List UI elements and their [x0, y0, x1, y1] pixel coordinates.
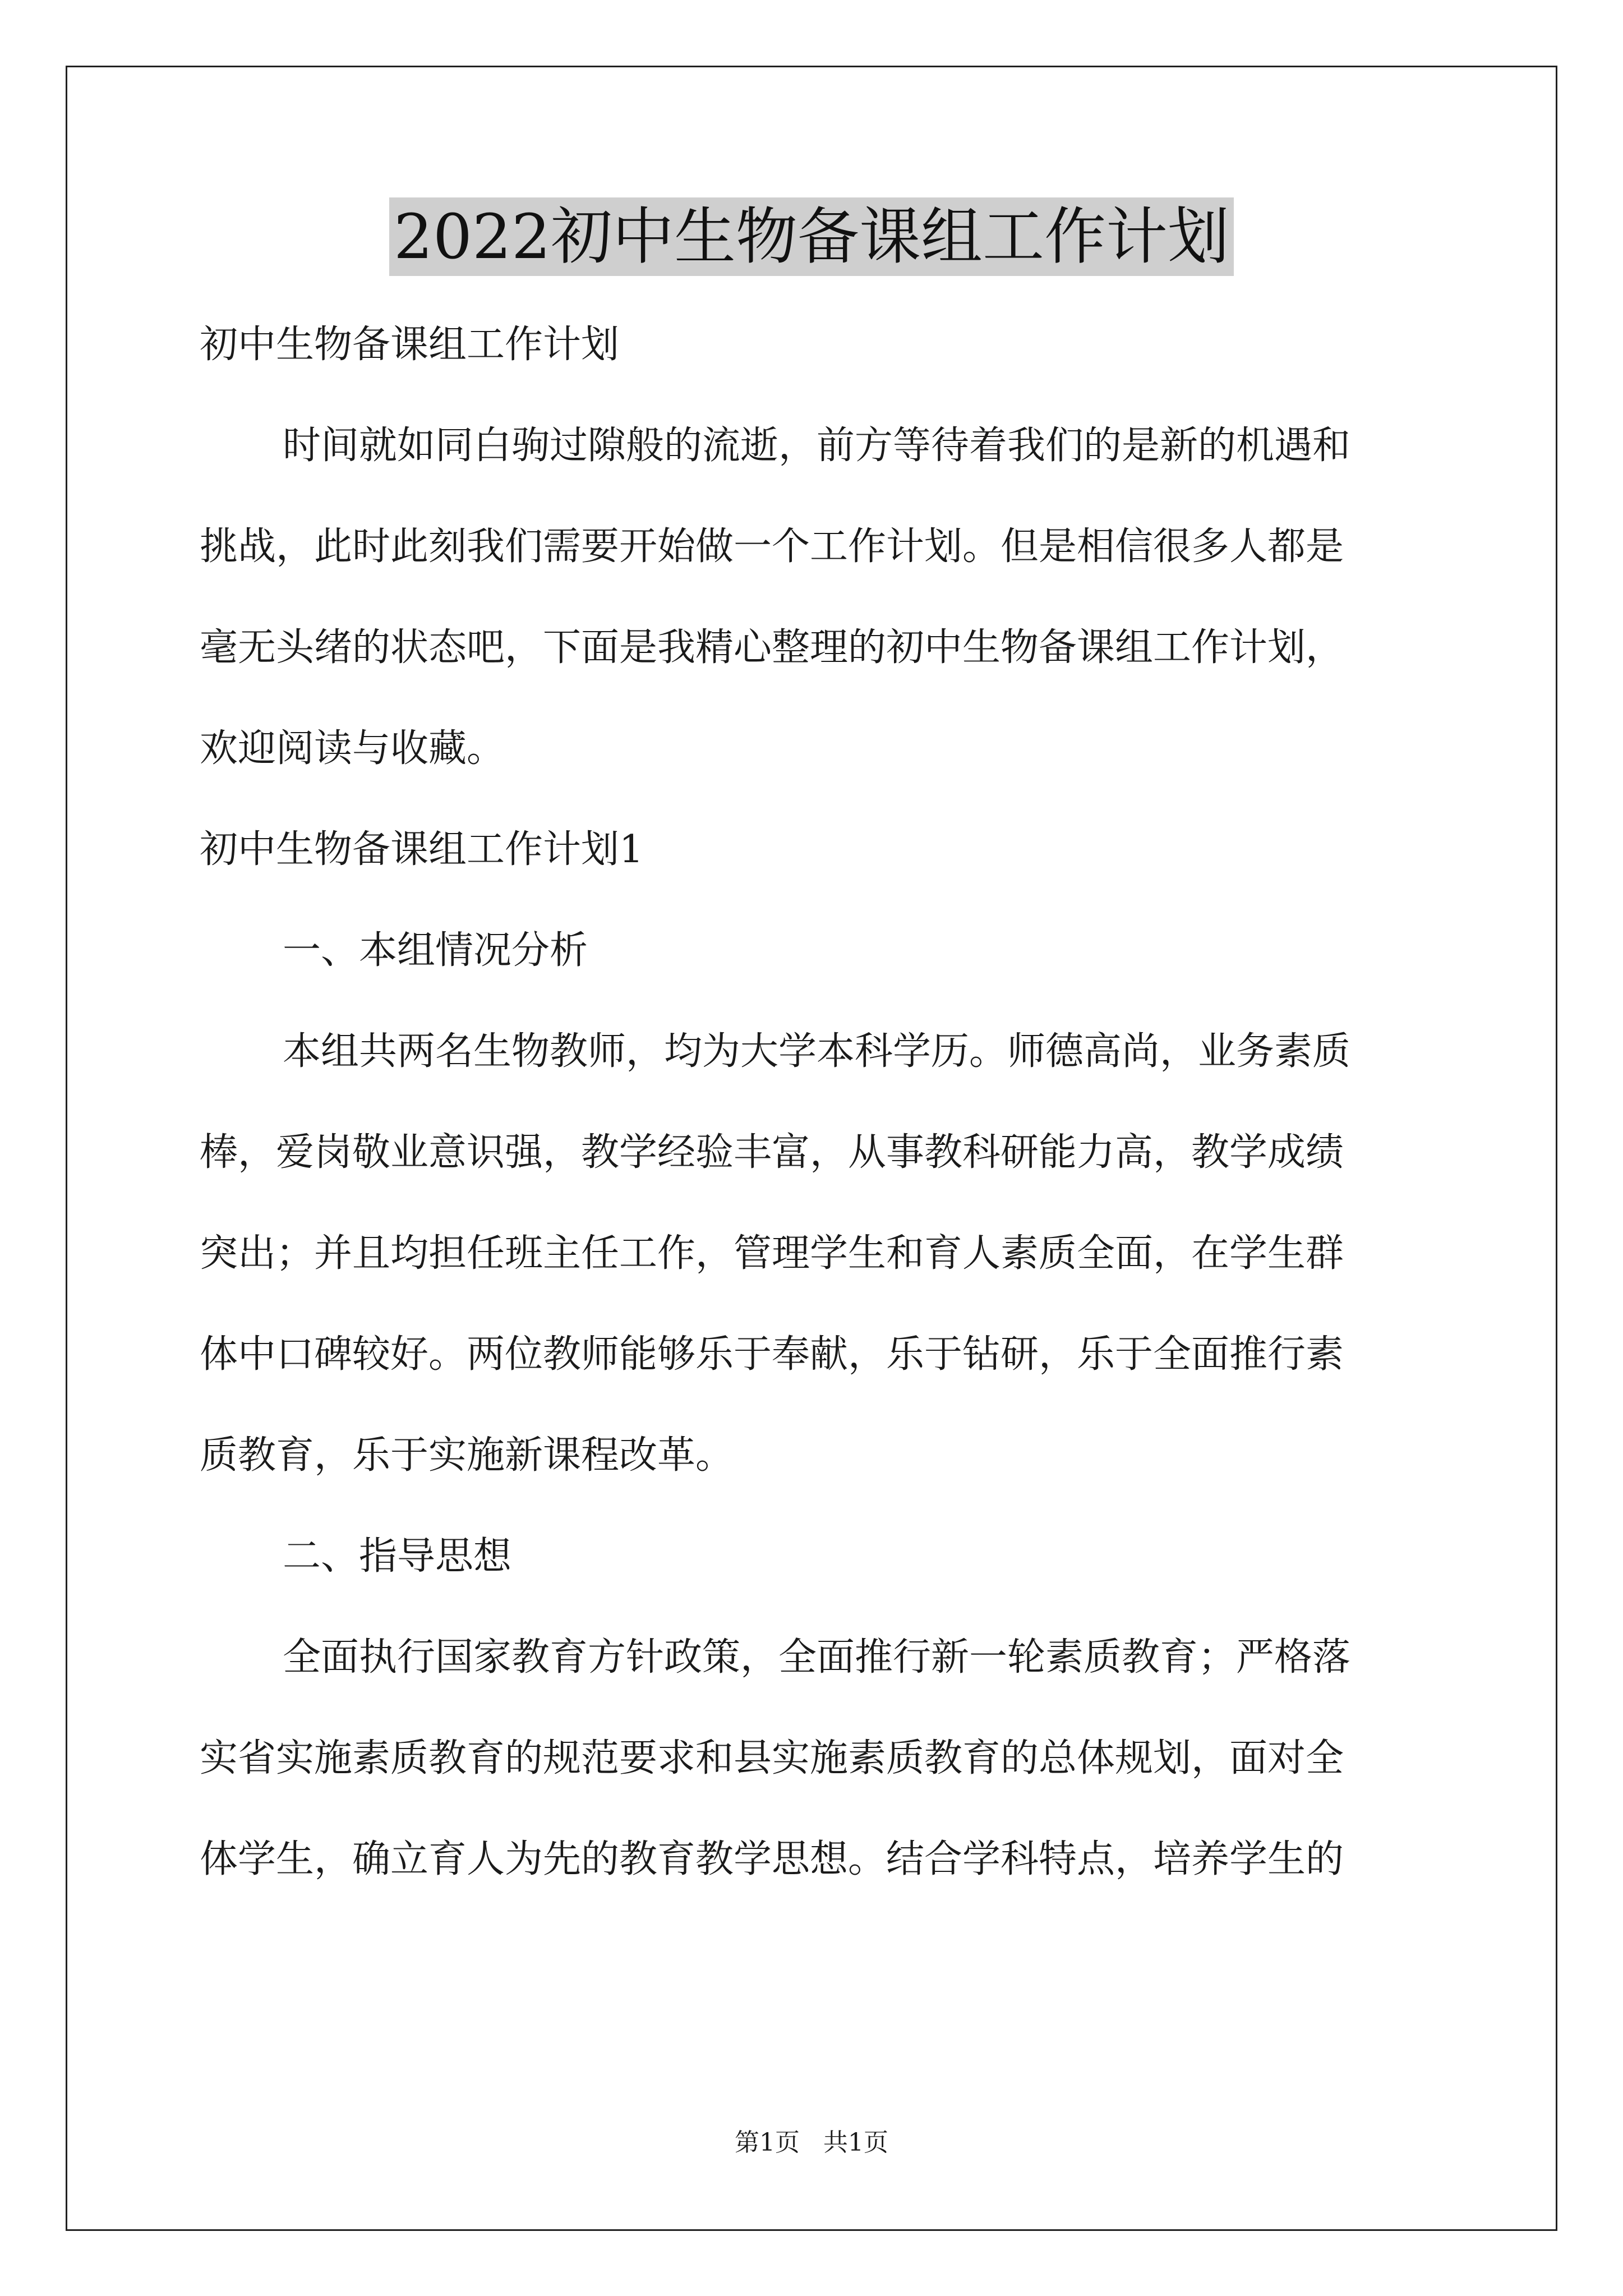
body-line: 质教育，乐于实施新课程改革。 [200, 1433, 734, 1478]
body-line: 毫无头绪的状态吧，下面是我精心整理的初中生物备课组工作计划， [200, 625, 1344, 670]
body-line: 全面执行国家教育方针政策，全面推行新一轮素质教育；严格落 [283, 1635, 1351, 1680]
body-line: 挑战，此时此刻我们需要开始做一个工作计划。但是相信很多人都是 [200, 524, 1344, 569]
body-line: 一、本组情况分析 [283, 928, 588, 973]
body-line: 实省实施素质教育的规范要求和县实施素质教育的总体规划，面对全 [200, 1736, 1344, 1780]
body-line: 欢迎阅读与收藏。 [200, 726, 505, 771]
body-line: 体学生，确立育人为先的教育教学思想。结合学科特点，培养学生的 [200, 1837, 1344, 1881]
document-title: 2022初中生物备课组工作计划 [389, 197, 1234, 276]
body-line: 体中口碑较好。两位教师能够乐于奉献，乐于钻研，乐于全面推行素 [200, 1332, 1344, 1377]
title-container [0, 197, 1623, 276]
body-line: 初中生物备课组工作计划 [200, 323, 620, 367]
body-line: 二、指导思想 [283, 1534, 512, 1579]
body-line: 棒，爱岗敬业意识强，教学经验丰富，从事教科研能力高，教学成绩 [200, 1130, 1344, 1175]
body-line: 本组共两名生物教师，均为大学本科学历。师德高尚，业务素质 [283, 1029, 1351, 1074]
body-line: 突出；并且均担任班主任工作，管理学生和育人素质全面，在学生群 [200, 1231, 1344, 1276]
body-line: 时间就如同白驹过隙般的流逝，前方等待着我们的是新的机遇和 [283, 424, 1351, 468]
page-footer: 第1页 共1页 [735, 2128, 888, 2157]
body-line: 初中生物备课组工作计划1 [200, 827, 644, 872]
